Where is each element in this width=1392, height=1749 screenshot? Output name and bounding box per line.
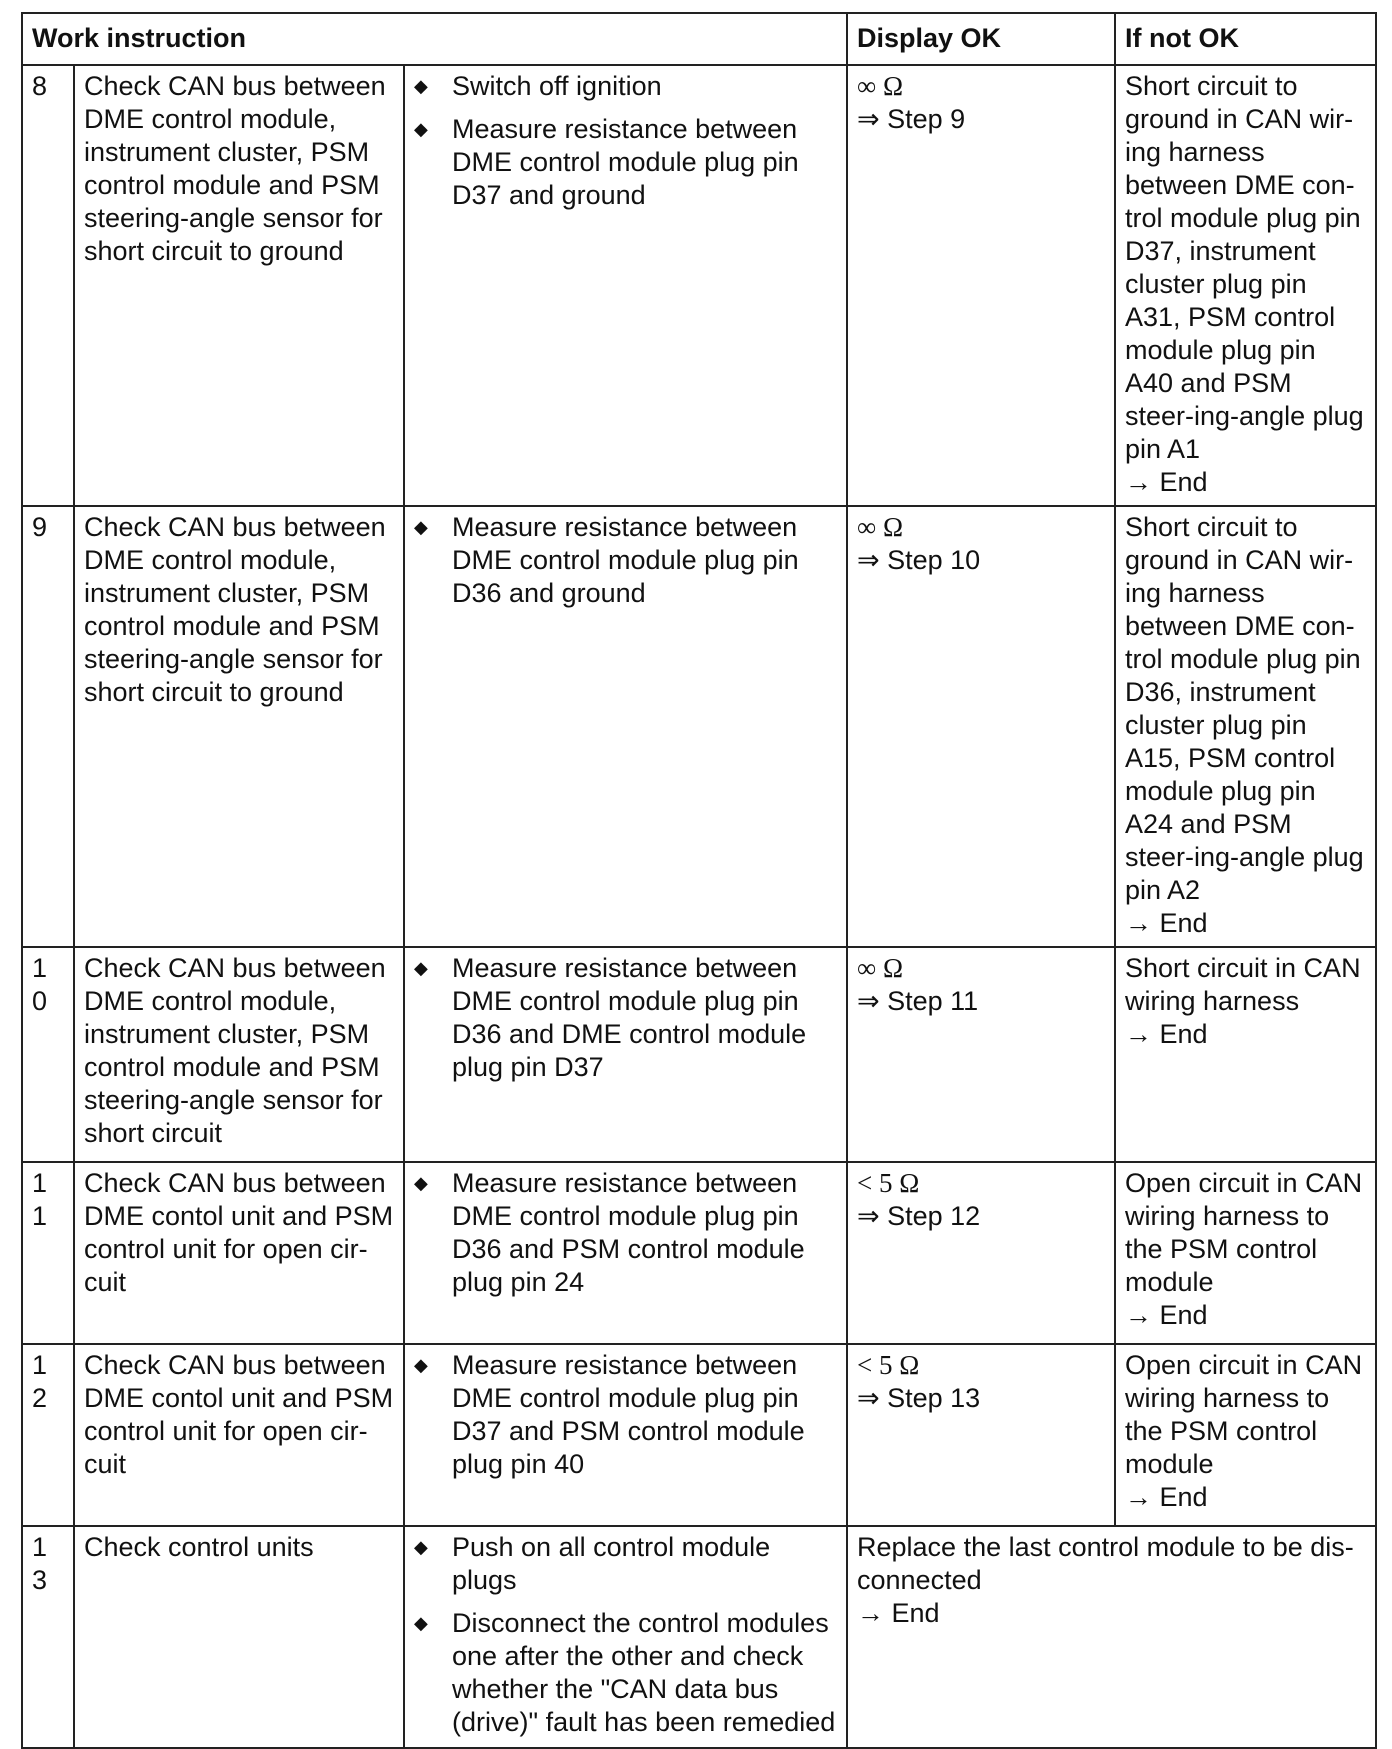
ok-next-step: ⇒ Step 10 (857, 545, 981, 575)
display-ok-cell (847, 65, 1115, 506)
diamond-bullet-icon: ◆ (414, 76, 428, 96)
action-cell (404, 1526, 847, 1748)
action-text: Push on all control module plugs (452, 1532, 771, 1595)
ok-value: < 5 Ω (857, 1168, 920, 1198)
step-number: 10 (32, 953, 48, 1016)
if-not-ok-cell: Open circuit in CAN wiring harness to the PSM control module → End (1115, 1344, 1376, 1526)
list-item (414, 1167, 838, 1299)
step-number-cell (22, 1162, 74, 1344)
check-description: Check CAN bus between DME control module, instrument cluster, PSM control module and PSM steering-angle sensor for short circuit to ground (74, 506, 404, 947)
action-cell (404, 1162, 847, 1344)
step-number-cell (22, 947, 74, 1162)
step-number-cell (22, 1344, 74, 1526)
action-cell (404, 1344, 847, 1526)
step-number: 8 (32, 71, 48, 101)
table-row (22, 947, 1376, 1162)
if-not-ok-cell: Short circuit to ground in CAN wir-ing harness between DME con-trol module plug pin D36, instrument cluster plug pin A15, PSM control module plug pin A24 and PSM steer-ing-angle plug pin A2 → End (1115, 506, 1376, 947)
final-result-cell: Replace the last control module to be dis-connected → End (847, 1526, 1376, 1748)
action-text: Measure resistance between DME control module plug pin D36 and DME control module plug pin D37 (452, 953, 807, 1082)
work-instruction-table (21, 12, 1377, 1749)
diamond-bullet-icon: ◆ (414, 958, 428, 978)
table-row (22, 506, 1376, 947)
list-item (414, 1607, 838, 1739)
check-description: Check control units (74, 1526, 404, 1748)
check-description: Check CAN bus between DME control module, instrument cluster, PSM control module and PSM steering-angle sensor for short circuit to ground (74, 65, 404, 506)
list-item (414, 113, 838, 212)
action-list (414, 1349, 838, 1481)
step-number: 11 (32, 1168, 48, 1231)
display-ok-cell (847, 1162, 1115, 1344)
diamond-bullet-icon: ◆ (414, 517, 428, 537)
step-number: 9 (32, 512, 48, 542)
diamond-bullet-icon: ◆ (414, 119, 428, 139)
list-item (414, 952, 838, 1084)
action-text: Disconnect the control modules one after the other and check whether the "CAN data bus (drive)" fault has been remedied (452, 1608, 836, 1737)
if-not-ok-cell: Short circuit to ground in CAN wir-ing harness between DME con-trol module plug pin D37, instrument cluster plug pin A31, PSM control module plug pin A40 and PSM steer-ing-angle plug pin A1 → End (1115, 65, 1376, 506)
header-if-not-ok: If not OK (1115, 13, 1376, 65)
header-row (22, 13, 1376, 65)
action-list (414, 1531, 838, 1739)
ok-value: ∞ Ω (857, 953, 904, 983)
action-list (414, 1167, 838, 1299)
ok-next-step: ⇒ Step 9 (857, 104, 966, 134)
list-item (414, 511, 838, 610)
table-row (22, 65, 1376, 506)
ok-value: < 5 Ω (857, 1350, 920, 1380)
step-number-cell (22, 506, 74, 947)
diamond-bullet-icon: ◆ (414, 1537, 428, 1557)
action-text: Measure resistance between DME control module plug pin D37 and PSM control module plug pin 40 (452, 1350, 805, 1479)
ok-value: ∞ Ω (857, 71, 904, 101)
action-cell (404, 506, 847, 947)
step-number-cell (22, 65, 74, 506)
diamond-bullet-icon: ◆ (414, 1173, 428, 1193)
action-text: Switch off ignition (452, 71, 662, 101)
if-not-ok-cell: Open circuit in CAN wiring harness to the PSM control module → End (1115, 1162, 1376, 1344)
if-not-ok-cell: Short circuit in CAN wiring harness → End (1115, 947, 1376, 1162)
display-ok-cell (847, 506, 1115, 947)
action-list (414, 511, 838, 610)
ok-next-step: ⇒ Step 13 (857, 1383, 981, 1413)
action-text: Measure resistance between DME control module plug pin D36 and PSM control module plug pin 24 (452, 1168, 805, 1297)
action-list (414, 70, 838, 212)
action-text: Measure resistance between DME control module plug pin D37 and ground (452, 114, 799, 210)
list-item (414, 1349, 838, 1481)
action-cell (404, 65, 847, 506)
list-item (414, 1531, 838, 1597)
check-description: Check CAN bus between DME control module, instrument cluster, PSM control module and PSM steering-angle sensor for short circuit (74, 947, 404, 1162)
table-row (22, 1526, 1376, 1748)
step-number: 13 (32, 1532, 48, 1595)
action-text: Measure resistance between DME control module plug pin D36 and ground (452, 512, 799, 608)
display-ok-cell (847, 1344, 1115, 1526)
action-cell (404, 947, 847, 1162)
header-work-instruction: Work instruction (22, 13, 847, 65)
table-row (22, 1162, 1376, 1344)
display-ok-cell (847, 947, 1115, 1162)
check-description: Check CAN bus between DME contol unit and PSM control unit for open cir-cuit (74, 1162, 404, 1344)
check-description: Check CAN bus between DME contol unit and PSM control unit for open cir-cuit (74, 1344, 404, 1526)
table-row (22, 1344, 1376, 1526)
ok-next-step: ⇒ Step 11 (857, 986, 979, 1016)
action-list (414, 952, 838, 1084)
header-display-ok: Display OK (847, 13, 1115, 65)
step-number: 12 (32, 1350, 48, 1413)
list-item (414, 70, 838, 103)
ok-next-step: ⇒ Step 12 (857, 1201, 981, 1231)
step-number-cell (22, 1526, 74, 1748)
diamond-bullet-icon: ◆ (414, 1613, 428, 1633)
diamond-bullet-icon: ◆ (414, 1355, 428, 1375)
ok-value: ∞ Ω (857, 512, 904, 542)
